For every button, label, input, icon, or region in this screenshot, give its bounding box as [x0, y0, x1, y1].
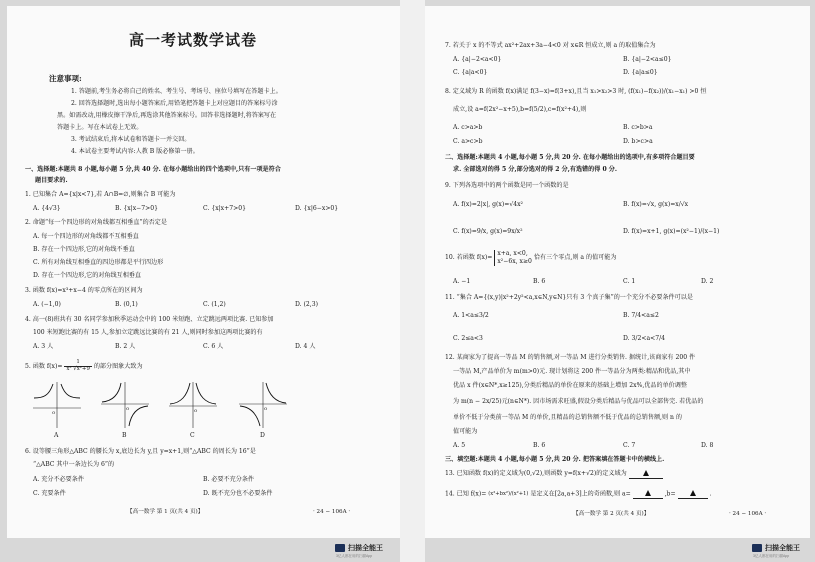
question-14-stem — [445, 490, 711, 499]
page-code: · 24 − 106A · — [729, 511, 767, 517]
option-c: C. f(x)=9/x, g(x)=9x/x² — [453, 228, 523, 235]
option-b: B. (0,1) — [115, 301, 138, 308]
option-a: A. −1 — [453, 278, 471, 285]
option-a: A. 充分不必要条件 — [33, 476, 84, 483]
question-9-stem: 9. 下列各选项中的两个函数是同一个函数的是 — [445, 182, 569, 189]
section-heading: 三、填空题:本题共 4 小题,每小题 5 分,共 20 分. 把答案填在答题卡中的横线上. — [445, 456, 665, 463]
page-footer: 【高一数学 第 1 页(共 4 页)】 — [127, 509, 204, 515]
question-10-stem — [445, 250, 616, 266]
brand-name: 扫描全能王 — [348, 545, 383, 552]
option-c: C. {a|a<0} — [453, 69, 488, 76]
option-b: B. c>b>a — [623, 124, 653, 131]
option-d: D. 4 人 — [295, 343, 316, 350]
section-heading: 题目要求的. — [35, 177, 68, 184]
option-a: A. 每一个四边形的对角线都不互相垂直 — [33, 233, 139, 240]
option-c: C. {x|x+7>0} — [203, 205, 246, 212]
graph-c — [167, 380, 219, 430]
question-11-stem: 11. “集合 A={(x,y)|x²+2y²<a,x∈N,y∈N}只有 3 个真子集”的一个充分不必要条件可以是 — [445, 294, 693, 301]
option-c: C. 7 — [623, 442, 636, 449]
notes-heading: 注意事项: — [49, 74, 82, 83]
option-d: D. 既不充分也不必要条件 — [203, 490, 273, 497]
page-gap — [400, 0, 425, 562]
graph-label: C — [190, 432, 195, 439]
question-3-stem: 3. 函数 f(x)=x³+x−4 的零点所在的区间为 — [25, 287, 143, 294]
option-b: B. 存在一个四边形,它的对角线不垂直 — [33, 246, 135, 253]
option-b: B. 7/4<a≤2 — [623, 312, 659, 319]
svg-text:O: O — [264, 406, 268, 411]
question-7-stem: 7. 若关于 x 的不等式 ax²+2ax+3a−4<0 对 x∈R 恒成立,则 a 的取值集合为 — [445, 42, 656, 49]
graph-label: B — [122, 432, 127, 439]
option-d: D. 存在一个四边形,它的对角线互相垂直 — [33, 272, 141, 279]
option-c: C. (1,2) — [203, 301, 226, 308]
option-b: B. 必要不充分条件 — [203, 476, 255, 483]
option-a: A. {a|−2<a<0} — [453, 56, 502, 63]
option-a: A. f(x)=2|x|, g(x)=√4x² — [453, 201, 523, 208]
option-c: C. 充要条件 — [33, 490, 66, 497]
option-d: D. (2,3) — [295, 301, 318, 308]
svg-text:O: O — [194, 408, 198, 413]
stem-prefix: 14. 已知 f(x)= — [445, 490, 487, 498]
stem-prefix: 10. 若函数 f(x)= — [445, 253, 493, 261]
page-code: · 24 − 106A · — [313, 509, 351, 515]
piecewise — [494, 250, 532, 266]
answer-blank — [633, 490, 663, 499]
question-12-line: 值可能为 — [453, 428, 478, 435]
note-line: 答题卡上。写在本试卷上无效。 — [57, 124, 143, 131]
exam-page-2 — [425, 6, 810, 538]
scanner-logo-icon — [335, 544, 345, 552]
graph-b — [99, 380, 151, 430]
option-b: B. 2 人 — [115, 343, 136, 350]
brand-tagline: 3亿人都在用的扫描App — [336, 554, 373, 558]
option-c: C. a>c>b — [453, 138, 483, 145]
piece: x+a, x<0, — [497, 250, 528, 257]
question-8-line: 成立,设 a=f(2x²−x+5),b=f(5/2),c=f(x²+4),则 — [453, 106, 587, 113]
stem-text: 13. 已知函数 f(x)的定义域为(0,√2),则函数 y=f(x+√2)的定义域为 — [445, 470, 627, 477]
blank-marker-icon — [643, 470, 649, 476]
scanner-logo-icon — [752, 544, 762, 552]
stem-prefix: 5. 函数 f(x)= — [25, 362, 63, 370]
question-4-line: 4. 高一(8)班共有 30 名同学参加秋季运动会中的 100 米短跑、立定跳远两项比赛. 已知参加 — [25, 316, 274, 323]
note-line: 4. 本试卷主要考试内容:人教 B 版必修第一册。 — [71, 148, 199, 155]
option-d: D. 3/2<a<7/4 — [623, 335, 666, 342]
question-12-line: 单价不低于分类前一等品 M 的单价,且精品的总销售额不低于优品的总销售额,则 n 的 — [453, 414, 682, 421]
option-a: A. {4√3} — [33, 205, 61, 212]
svg-text:O: O — [52, 410, 56, 415]
answer-blank — [678, 490, 708, 499]
option-b: B. {x|x−7>0} — [115, 205, 158, 212]
stem-suffix: 恰有三个零点,则 a 的值可能为 — [533, 253, 617, 261]
graph-a — [31, 380, 83, 430]
section-heading: 一、选择题:本题共 8 小题,每小题 5 分,共 40 分. 在每小题给出的四个选项中,只有一项是符合 — [25, 166, 281, 173]
option-d: D. f(x)=x+1, g(x)=(x²−1)/(x−1) — [623, 228, 720, 235]
question-4-line: 100 米短跑比赛的有 15 人,参加立定跳远比赛的有 21 人,则同时参加这两项比赛的有 — [33, 329, 263, 336]
option-c: C. 6 人 — [203, 343, 224, 350]
graph-label: D — [260, 432, 265, 439]
question-1-stem: 1. 已知集合 A={x|x<7},若 A∩B=∅,则集合 B 可能为 — [25, 191, 176, 198]
option-c: C. 2≤a<3 — [453, 335, 483, 342]
option-c: C. 1 — [623, 278, 636, 285]
brand-name: 扫描全能王 — [765, 545, 800, 552]
option-d: D. {x|6−x>0} — [295, 205, 339, 212]
question-13-stem — [445, 470, 663, 479]
question-12-line: 为 m(n − 2x/25)元(n∈N*). 因市场需求旺盛,假设分类后精品与优品可以全部售完. 若优品的 — [453, 398, 704, 405]
page-title: 高一考试数学试卷 — [129, 31, 258, 49]
option-a: A. c>a>b — [453, 124, 483, 131]
question-8-line: 8. 定义域为 R 的函数 f(x)满足 f(3−x)=f(3+x),且当 x₁>x₂>3 时, (f(x₁)−f(x₂))/(x₁−x₁) >0 恒 — [445, 88, 707, 95]
option-d: D. 8 — [701, 442, 714, 449]
option-a: A. 1<a≤3/2 — [453, 312, 489, 319]
option-a: A. 5 — [453, 442, 466, 449]
question-12-line: 优品 x 件(x∈N*,x≥125),分类后精品的单价在原来的基础上增加 2x%,优品的单价调整 — [453, 382, 687, 389]
option-b: B. 6 — [533, 442, 546, 449]
note-line: 1. 答题前,考生务必将自己的姓名、考生号、考场号、座位号填写在答题卡上。 — [71, 88, 282, 95]
svg-text:O: O — [126, 406, 130, 411]
question-2-stem: 2. 命题“每一个四边形的对角线都互相垂直”的否定是 — [25, 219, 167, 226]
section-heading: 求. 全部选对的得 5 分,部分选对的得 2 分,有选错的得 0 分. — [453, 166, 618, 173]
question-6-line: “△ABC 其中一条边长为 6”的 — [33, 461, 115, 468]
option-a: A. (−1,0) — [33, 301, 61, 308]
note-line: 2. 回答选择题时,选出每小题答案后,用铅笔把答题卡上对应题目的答案标号涂 — [71, 100, 278, 107]
question-12-line: 一等品 M,产品单价为 m(m>0)元. 现计划将这 200 件一等品分为两类:精品和优品,其中 — [453, 368, 691, 375]
page-footer: 【高一数学 第 2 页(共 4 页)】 — [573, 511, 650, 517]
section-heading: 二、选择题:本题共 4 小题,每小题 5 分,共 20 分. 在每小题给出的选项中,有多项符合题目要 — [445, 154, 695, 161]
option-a: A. 3 人 — [33, 343, 54, 350]
option-c: C. 所有对角线互相垂直的四边形都是平行四边形 — [33, 259, 164, 266]
option-b: B. 6 — [533, 278, 546, 285]
note-line: 3. 考试结束后,将本试卷和答题卡一并交回。 — [71, 136, 191, 143]
note-line: 黑。如需改动,用橡皮擦干净后,再选涂其他答案标号。回答非选择题时,将答案写在 — [57, 112, 277, 119]
fraction-numerator: 1 — [64, 360, 92, 367]
stem-suffix: 的部分图象大致为 — [93, 362, 143, 370]
piece: x²−6x, x≥0 — [497, 257, 532, 265]
question-6-line: 6. 设等腰三角形△ABC 的腰长为 x,底边长为 y,且 y=x+1,则“△ABC 的周长为 16”是 — [25, 448, 256, 455]
option-d: D. 2 — [701, 278, 714, 285]
exam-page-1 — [7, 6, 400, 538]
option-b: B. {a|−2<a≤0} — [623, 56, 672, 63]
question-12-line: 12. 某商家为了提高一等品 M 的销售额,对一等品 M 进行分类销售. 据统计,该商家有 200 件 — [445, 354, 696, 361]
blank-marker-icon — [645, 490, 651, 496]
fraction-denominator: x² √x²+9 — [66, 365, 90, 372]
answer-blank — [629, 470, 663, 479]
fraction — [64, 360, 92, 373]
graph-label: A — [54, 432, 59, 439]
blank-marker-icon — [690, 490, 696, 496]
brand-tagline: 3亿人都在用的扫描App — [753, 554, 790, 558]
option-d: D. {a|a≤0} — [623, 69, 658, 76]
option-d: D. b>c>a — [623, 138, 653, 145]
stem-end: . — [709, 490, 712, 498]
stem-b-label: ,b= — [664, 490, 676, 498]
stem-middle: 是定义在[2a,a+3]上的奇函数,则 a= — [530, 490, 631, 498]
option-b: B. f(x)=√x, g(x)=x/√x — [623, 201, 689, 208]
fraction: (x²+bx²)/(x²+1) — [488, 491, 529, 498]
question-5-stem — [25, 360, 143, 373]
graph-d — [237, 380, 289, 430]
